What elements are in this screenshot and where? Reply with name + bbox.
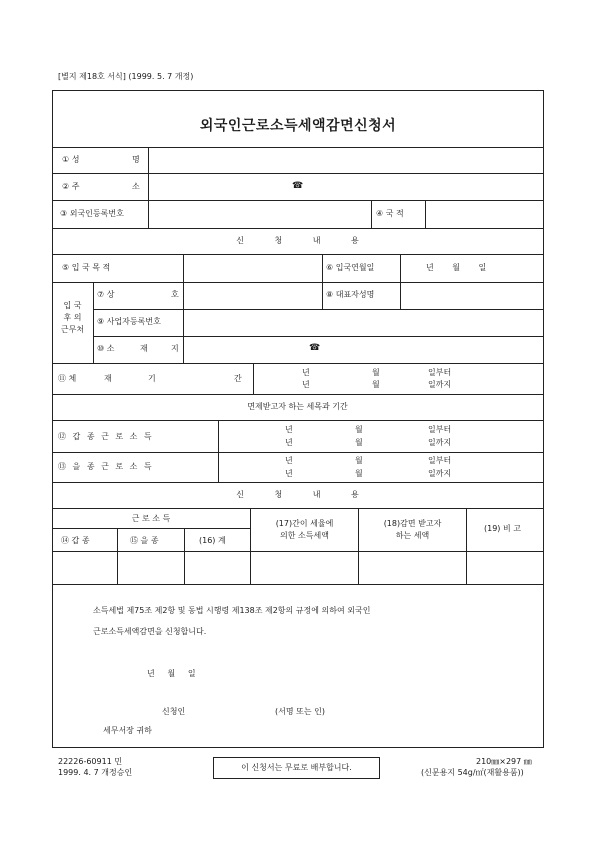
entry-date-value[interactable]: 년 월 일	[426, 263, 487, 272]
class-a-from-month[interactable]: 월	[355, 425, 363, 434]
applicant-label: 신청인	[162, 707, 186, 716]
col-class-a: ⑭ 갑 종	[61, 536, 90, 545]
statement-date[interactable]: 년 월 일	[147, 669, 196, 678]
location-label-mid: 재	[140, 344, 148, 353]
entry-purpose-field[interactable]	[185, 256, 321, 281]
address-label: ② 주	[62, 182, 80, 191]
phone-icon: ☎	[292, 181, 304, 191]
col-exempt-tax: (18)감면 받고자 하는 세액	[383, 519, 442, 540]
class-a-to-month[interactable]: 월	[355, 438, 363, 447]
foreigner-reg-no-field[interactable]	[150, 202, 370, 227]
col-class-b: ⑮ 을 종	[130, 536, 159, 545]
biz-reg-no-label: ⑨ 사업자등록번호	[97, 317, 161, 326]
entry-purpose-label: ⑤ 입 국 목 적	[62, 263, 111, 272]
class-a-to-year[interactable]: 년	[285, 438, 293, 447]
form-title: 외국인근로소득세액감면신청서	[199, 118, 397, 134]
class-a-to-day[interactable]: 일까지	[428, 438, 452, 447]
col-simplified-tax: (17)간이 세율에 의한 소득세액	[275, 519, 334, 540]
col-remarks: (19) 비 고	[484, 524, 521, 533]
form-reference: [별지 제18호 서식] (1999. 5. 7 개정)	[58, 72, 194, 81]
employer-group-label: 입 국 후 의 근무처	[60, 301, 85, 334]
class-a-from-day[interactable]: 일부터	[428, 425, 452, 434]
nationality-label: ④ 국 적	[376, 209, 404, 218]
paper-type: (신문용지 54g/㎡(재활용품))	[421, 768, 524, 777]
class-b-amount-field[interactable]	[119, 553, 183, 583]
class-b-to-day[interactable]: 일까지	[428, 469, 452, 478]
exempt-tax-field[interactable]	[360, 553, 465, 583]
application-header: 신 청 내 용	[236, 236, 359, 245]
company-field[interactable]	[185, 284, 321, 308]
statement-line-2: 근로소득세액감면을 신청합니다.	[93, 627, 207, 636]
class-a-amount-field[interactable]	[53, 553, 116, 583]
remarks-field[interactable]	[468, 553, 541, 583]
class-b-to-year[interactable]: 년	[285, 469, 293, 478]
representative-label: ⑧ 대표자성명	[326, 290, 375, 299]
company-label-end: 호	[171, 290, 179, 299]
name-field[interactable]	[150, 149, 540, 172]
phone-icon: ☎	[309, 343, 321, 353]
location-field[interactable]	[185, 338, 541, 362]
name-label-end: 명	[132, 155, 140, 164]
class-b-from-day[interactable]: 일부터	[428, 456, 452, 465]
name-label: ① 성	[62, 155, 80, 164]
income-header: 근 로 소 득	[131, 514, 171, 523]
form-code: 22226-60911 민	[58, 757, 123, 766]
class-b-to-month[interactable]: 월	[355, 469, 363, 478]
stay-to-year[interactable]: 년	[302, 380, 310, 389]
location-label-end: 지	[171, 344, 179, 353]
simplified-tax-field[interactable]	[252, 553, 357, 583]
stay-to-day[interactable]: 일까지	[428, 380, 452, 389]
signature-label: (서명 또는 인)	[275, 707, 325, 716]
stay-to-month[interactable]: 월	[372, 380, 380, 389]
exempt-header: 면제받고자 하는 세목과 기간	[247, 402, 348, 411]
total-amount-field[interactable]	[186, 553, 249, 583]
class-b-income-label: ⑬ 을 종 근 로 소 득	[58, 462, 152, 471]
class-a-income-label: ⑫ 갑 종 근 로 소 득	[58, 432, 152, 441]
address-label-end: 소	[132, 182, 140, 191]
foreigner-reg-no-label: ③ 외국인등록번호	[60, 209, 124, 218]
nationality-field[interactable]	[427, 202, 541, 227]
statement-line-1: 소득세법 제75조 제2항 및 동법 시행령 제138조 제2항의 규정에 의하여 외국인	[93, 606, 371, 615]
free-distribution-notice: 이 신청서는 무료로 배부합니다.	[213, 757, 380, 779]
addressee: 세무서장 귀하	[103, 726, 152, 735]
application-header-2: 신 청 내 용	[236, 490, 359, 499]
paper-size: 210㎜×297 ㎜	[476, 757, 532, 766]
representative-field[interactable]	[402, 284, 541, 308]
class-b-from-month[interactable]: 월	[355, 456, 363, 465]
location-label: ⑩ 소	[97, 344, 115, 353]
stay-from-day[interactable]: 일부터	[428, 368, 452, 377]
class-b-from-year[interactable]: 년	[285, 456, 293, 465]
approval-date: 1999. 4. 7 개정승인	[58, 768, 133, 777]
biz-reg-no-field[interactable]	[185, 311, 541, 335]
company-label: ⑦ 상	[97, 290, 115, 299]
stay-from-year[interactable]: 년	[302, 368, 310, 377]
entry-date-label: ⑥ 입국연월일	[326, 263, 375, 272]
stay-period-label: ⑪ 체 재 기 간	[58, 374, 242, 383]
class-a-from-year[interactable]: 년	[285, 425, 293, 434]
stay-from-month[interactable]: 월	[372, 368, 380, 377]
col-total: (16) 계	[199, 536, 226, 545]
address-field[interactable]	[150, 175, 540, 199]
